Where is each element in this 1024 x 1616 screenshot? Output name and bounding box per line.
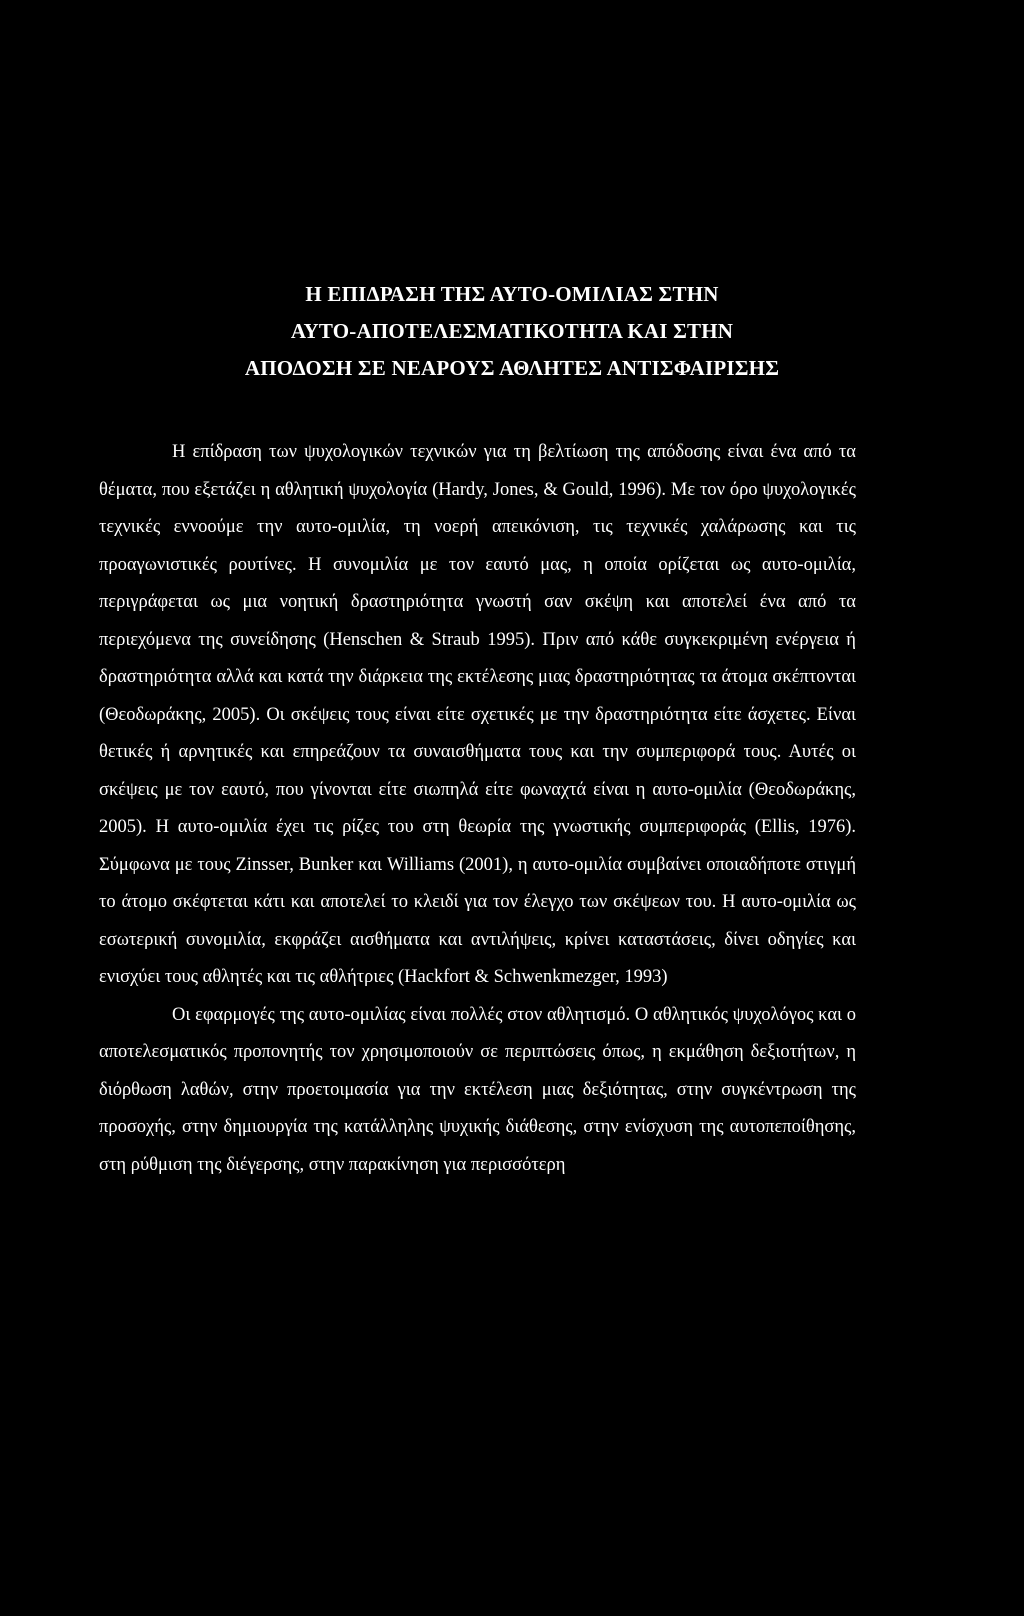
paragraph-1: Η επίδραση των ψυχολογικών τεχνικών για τη βελτίωση της απόδοσης είναι ένα από τα θέματα, που εξετάζει η αθλητική ψυχολογία (Hardy, Jones, & Gould, 1996). Με τον όρο ψυχολογικές τεχνικές εννοούμε την αυτο-ομιλία, τη νοερή απεικόνιση, τις τεχνικές χαλάρωσης και τις προαγωνιστικές ρουτίνες. Η συνομιλία με τον εαυτό μας, η οποία ορίζεται ως αυτο-ομιλία, περιγράφεται ως μια νοητική δραστηριότητα γνωστή σαν σκέψη και αποτελεί ένα από τα περιεχόμενα της συνείδησης (Henschen & Straub 1995). Πριν από κάθε συγκεκριμένη ενέργεια ή δραστηριότητα αλλά και κατά την διάρκεια της εκτέλεσης μιας δραστηριότητας τα άτομα σκέπτονται (Θεοδωράκης, 2005). Οι σκέψεις τους είναι είτε σχετικές με την δραστηριότητα είτε άσχετες. Είναι θετικές ή αρνητικές και επηρεάζουν τα συναισθήματα τους και την συμπεριφορά τους. Αυτές οι σκέψεις με τον εαυτό, που γίνονται είτε σιωπηλά είτε φωναχτά είναι η αυτο-ομιλία (Θεοδωράκης, 2005). Η αυτο-ομιλία έχει τις ρίζες του στη θεωρία της γνωστικής συμπεριφοράς (Ellis, 1976). Σύμφωνα με τους Zinsser, Bunker και Williams (2001), η αυτο-ομιλία συμβαίνει οποιαδήποτε στιγμή το άτομο σκέφτεται κάτι και αποτελεί το κλειδί για τον έλεγχο των σκέψεων του. Η αυτο-ομιλία ως εσωτερική συνομιλία, εκφράζει αισθήματα και αντιλήψεις, κρίνει καταστάσεις, δίνει οδηγίες και ενισχύει τους αθλητές και τις αθλήτριες (Hackfort & Schwenkmezger, 1993) bbox=[99, 442, 856, 987]
title-line-2: ΑΥΤΟ-ΑΠΟΤΕΛΕΣΜΑΤΙΚΟΤΗΤΑ ΚΑΙ ΣΤΗΝ bbox=[290, 319, 734, 343]
title-line-3: ΑΠΟΔΟΣΗ ΣΕ ΝΕΑΡΟΥΣ ΑΘΛΗΤΕΣ ΑΝΤΙΣΦΑΙΡΙΣΗΣ bbox=[244, 356, 780, 380]
paragraph-2: Οι εφαρμογές της αυτο-ομιλίας είναι πολλές στον αθλητισμό. Ο αθλητικός ψυχολόγος και ο αποτελεσματικός προπονητής τον χρησιμοποιούν σε περιπτώσεις όπως, η εκμάθηση δεξιοτήτων, η διόρθωση λαθών, στην προετοιμασία για την εκτέλεση μιας δεξιότητας, στην συγκέντρωση της προσοχής, στην δημιουργία της κατάλληλης ψυχικής διάθεσης, στην ενίσχυση της αυτοπεποίθησης, στη ρύθμιση της διέγερσης, στην παρακίνηση για περισσότερη bbox=[99, 1004, 856, 1175]
document-title bbox=[100, 276, 924, 387]
title-line-1: Η ΕΠΙΔΡΑΣΗ ΤΗΣ ΑΥΤΟ-ΟΜΙΛΙΑΣ ΣΤΗΝ bbox=[305, 282, 719, 306]
document-body bbox=[99, 434, 856, 1184]
